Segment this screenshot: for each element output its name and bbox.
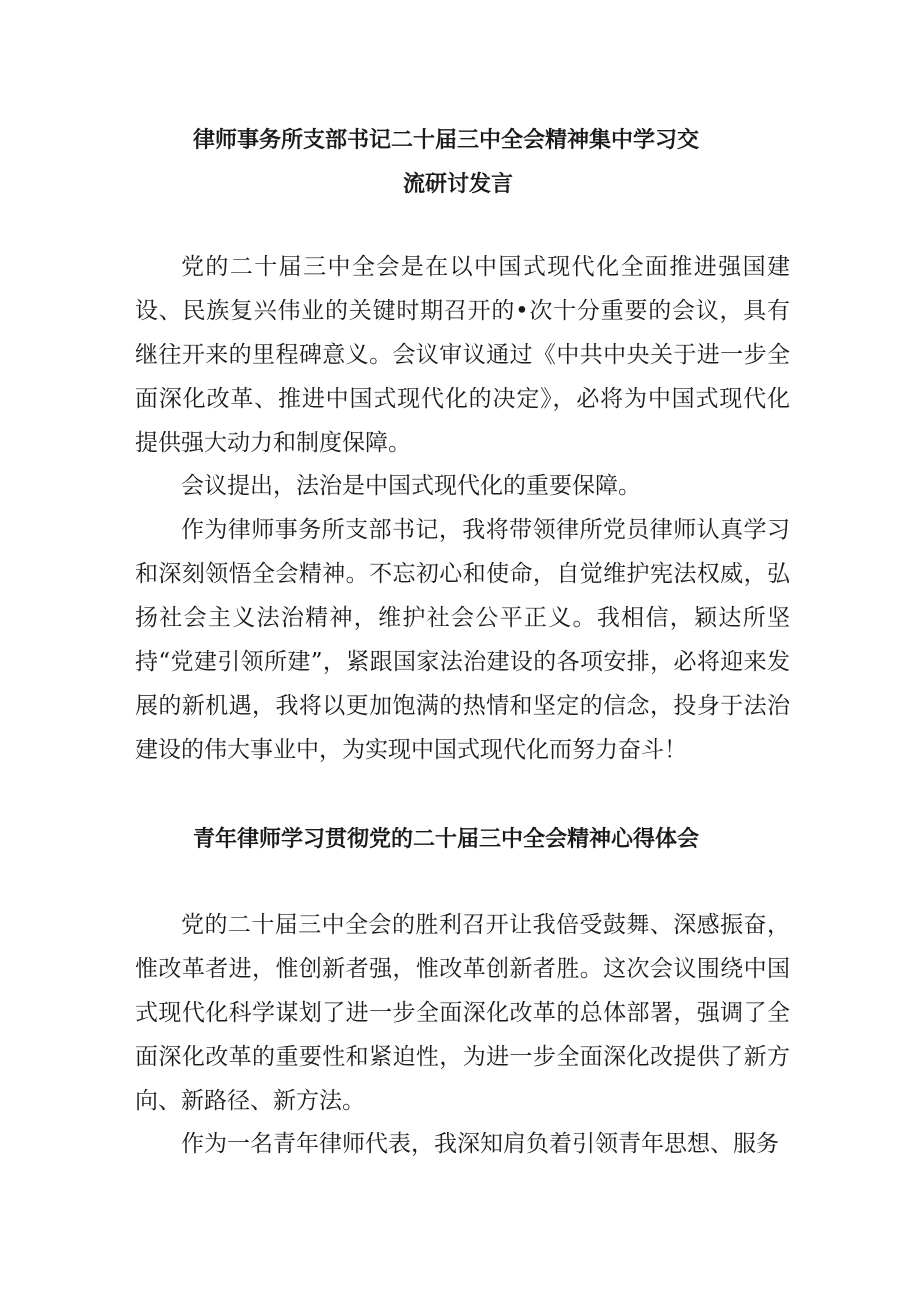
article2-paragraph-2: 作为一名青年律师代表，我深知肩负着引领青年思想、服务 [181, 1131, 779, 1157]
article1-title-line2: 流研讨发言 [403, 171, 514, 197]
article1-paragraph-3: 作为律师事务所支部书记，我将带领律所党员律师认真学习和深刻领悟全会精神。不忘初心和使命，自觉维护宪法权威，弘扬社会主义法治精神，维护社会公平正义。我相信，颖达所坚持“党建引领所建”，紧跟国家法治建设的各项安排，必将迎来发展的新机遇，我将以更加饱满的热情和坚定的信念，投身于法治建设的伟大事业中，为实现中国式现代化而努力奋斗！ [135, 517, 790, 763]
article2-title: 青年律师学习贯彻党的二十届三中全会精神心得体会 [193, 826, 700, 852]
article1-paragraph-2: 会议提出，法治是中国式现代化的重要保障。 [181, 473, 641, 499]
article1-paragraph-1: 党的二十届三中全会是在以中国式现代化全面推进强国建设、民族复兴伟业的关键时期召开的•次十分重要的会议，具有继往开来的里程碑意义。会议审议通过《中共中央关于进一步全面深化改革、推进中国式现代化的决定》，必将为中国式现代化提供强大动力和制度保障。 [135, 254, 790, 456]
article2-paragraph-1: 党的二十届三中全会的胜利召开让我倍受鼓舞、深感振奋，惟改革者进，惟创新者强，惟改革创新者胜。这次会议围绕中国式现代化科学谋划了进一步全面深化改革的总体部署，强调了全面深化改革的重要性和紧迫性，为进一步全面深化改提供了新方向、新路径、新方法。 [135, 912, 790, 1114]
article1-title-line1: 律师事务所支部书记二十届三中全会精神集中学习交 [193, 127, 700, 153]
